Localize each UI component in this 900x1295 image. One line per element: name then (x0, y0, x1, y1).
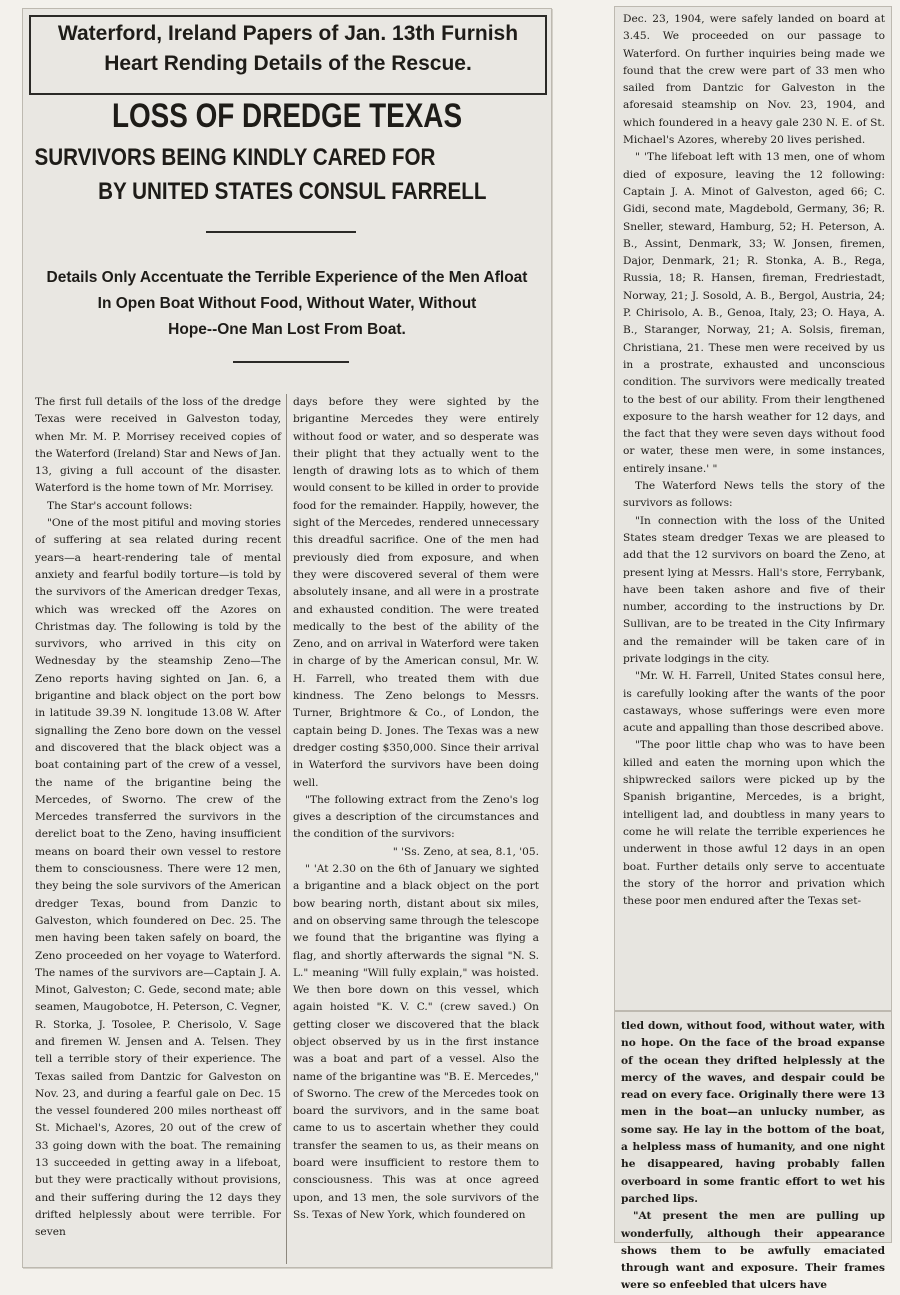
article-column-1 (35, 394, 281, 1242)
paragraph: "In connection with the loss of the United States steam dredger Texas we are pleased to add that the 12 survivors on board the Zeno, at present lying at Messrs. Hall's store, Ferrybank, have been taken ashore and five of their number, according to the instructions by Dr. Sullivan, are to be treated in the City Infirmary and the remainder will be taken care of in private lodgings in the city. (623, 514, 885, 665)
paragraph: tled down, without food, without water, with no hope. On the face of the broad expanse of the ocean they drifted helplessly at the mercy of the waves, and despair could be read on every face. Originally there were 13 men in the boat—an unlucky number, as some say. He lay in the bottom of the boat, a helpless mass of humanity, and one night he disappeared, having probably fallen overboard in some frantic effort to wet his parched lips. (621, 1020, 885, 1205)
deck-line-3: Hope--One Man Lost From Boat. (168, 321, 406, 338)
article-column-2 (293, 394, 539, 1224)
column-divider (286, 394, 287, 1264)
paragraph: The Waterford News tells the story of the survivors as follows: (623, 480, 885, 510)
deck-line-1: Details Only Accentuate the Terrible Experience of the Men Afloat (46, 269, 528, 286)
article-column-4 (621, 1018, 885, 1295)
paragraph: "The poor little chap who was to have been killed and eaten the morning upon which the shipwrecked sailors were picked up by the Spanish brigantine, Mercedes, is a bright, intelligent lad, and doubtless in many years to come he will relate the terrible experiences he underwent in those awful 12 days in an open boat. Further details only serve to accentuate the story of the horror and privation which these poor men endured after the Texas set- (623, 739, 885, 908)
headline-line-1: Waterford, Ireland Papers of Jan. 13th Furnish (57, 22, 519, 45)
subheadline-line-1: SURVIVORS BEING KINDLY CARED FOR (34, 144, 436, 171)
paragraph: The first full details of the loss of the dredge Texas were received in Galveston today, when Mr. M. P. Morrisey received copies of the Waterford (Ireland) Star and News of Jan. 13, giving a full account of the disaster. Waterford is the home town of Mr. Morrisey. (35, 396, 281, 495)
main-headline: LOSS OF DREDGE TEXAS (111, 97, 463, 135)
paragraph: " 'Ss. Zeno, at sea, 8.1, '05. (392, 845, 539, 858)
headline-box (29, 15, 547, 95)
paragraph: "Mr. W. H. Farrell, United States consul here, is carefully looking after the wants of the poor castaways, whose sufferings were even more acute and appalling than those described above. (623, 670, 885, 735)
right-clipping-top (614, 6, 892, 1011)
paragraph: The Star's account follows: (47, 499, 193, 512)
paragraph: " 'The lifeboat left with 13 men, one of whom died of exposure, leaving the 12 following: Captain J. A. Minot of Galveston, aged 66; C. Gidi, second mate, Magdebold, Germany, 36; R. Sneller, steward, Hamburg, 52; H. Peterson, A. B., Assint, Denmark, 33; W. Jonsen, firemen, Dajor, Denmark, 21; R. Stonka, A. B., Rega, Russia, 18; R. Hansen, fireman, Fredriestadt, Norway, 21; J. Sosold, A. B., Bergol, Austria, 24; P. Chirisolo, A. B., Genoa, Italy, 23; O. Haya, A. B., Staranger, Norway, 21; A. Solsis, fireman, Christiana, 21. These men were received by us in a prostrate, exhausted and unconscious condition. The survivors were medically treated to the best of our ability. From their lengthened exposure to the harsh weather for 12 days, and the fact that they were seven days without food or water, these men were, in some instances, entirely insane.' " (623, 151, 885, 475)
paragraph: Dec. 23, 1904, were safely landed on board at 3.45. We proceeded on our passage to Waterford. On further inquiries being made we found that the crew were part of 33 men who sailed from Dantzic for Galveston in the aforesaid steamship on Nov. 23, 1904, and which foundered in a heavy gale 230 N. E. of St. Michael's Azores, whereby 20 lives perished. (623, 13, 885, 147)
deck-rule (233, 361, 349, 363)
paragraph: "The following extract from the Zeno's log gives a description of the circumstances and the condition of the survivors: (293, 793, 539, 841)
paragraph: "One of the most pitiful and moving stories of suffering at sea related during recent years—a heart-rendering tale of mental anxiety and fearful bodily torture—is told by the survivors of the American dredger Texas, which was wrecked off the Azores on Christmas day. The following is told by the survivors, who arrived in this city on Wednesday by the steamship Zeno—The Zeno reports having sighted on Jan. 6, a brigantine and black object on the port bow in latitude 39.39 N. longitude 13.08 W. After signalling the Zeno bore down on the vessel and discovered that the black object was a boat containing part of the crew of a vessel, the name of the brigantine being the Mercedes, of Sworno. The crew of the Mercedes transferred the survivors in the derelict boat to the Zeno, having insufficient means on board their own vessel to restore them to consciousness. There were 12 men, they being the sole survivors of the American dredger Texas, bound from Danzic to Galveston, which foundered on Dec. 25. The men having been taken safely on board, the Zeno proceeded on her voyage to Waterford. The names of the survivors are—Captain J. A. Minot, Galveston; C. Gede, second mate; able seamen, Maugobotce, H. Peterson, C. Vegner, R. Storka, J. Tosolee, P. Cherisolo, V. Sage and firemen W. Jensen and A. Telsen. They tell a terrible story of their experience. The Texas sailed from Dantzic for Galveston on Nov. 23, and during a fearful gale on Dec. 15 the vessel foundered 200 miles northeast off St. Michael's, Azores, 20 out of the crew of 33 going down with the boat. The remaining 13 succeeded in getting away in a lifeboat, but they were practically without provisions, and their suffering during the 12 days they drifted helplessly about were terrible. For seven (35, 517, 281, 1239)
deck (31, 265, 543, 343)
paragraph: days before they were sighted by the brigantine Mercedes they were entirely without food or water, and so desperate was their plight that they actually went to the length of drawing lots as to which of them would consent to be killed in order to provide food for the remainder. Happily, however, the sight of the Mercedes, rendered unnecessary this dreadful sacrifice. One of the men had previously died from exposure, and when they were discovered several of them were absolutely insane, and all were in a prostrate and exhausted condition. The were treated medically to the best of the ability of the Zeno, and on arrival in Waterford were taken in charge of by the American consul, Mr. W. H. Farrell, who treated them with due kindness. The Zeno belongs to Messrs. Turner, Brightmore & Co., of London, the captain being D. Jones. The Texas was a new dredger costing $350,000. Since their arrival in Waterford the survivors have been doing well. (293, 396, 539, 789)
paragraph: " 'At 2.30 on the 6th of January we sighted a brigantine and a black object on the port bow bearing north, distant about six miles, and on observing same through the telescope we found that the brigantine was flying a flag, and shortly afterwards the signal "N. S. L." meaning "Will fully explain," was hoisted. We then bore down on this vessel, which again hoisted "K. V. C." (crew saved.) On getting closer we discovered that the black object observed by us in the first instance was a boat and part of a vessel. Also the name of the brigantine was "B. E. Mercedes," of Sworno. The crew of the Mercedes took on board the survivors, and in the same boat came to us to ascertain whether they could transfer the seamen to us, as their means on board were insufficient to restore them to consciousness. This was at once agreed upon, and 13 men, the sole survivors of the Ss. Texas of New York, which foundered on (293, 863, 539, 1221)
headline-rule (206, 231, 356, 233)
headline-line-2: Heart Rending Details of the Rescue. (104, 52, 472, 75)
article-column-3 (623, 11, 885, 910)
paragraph: "At present the men are pulling up wonderfully, although their appearance shows them to be awfully emaciated through want and exposure. Their frames were so enfeebled that ulcers have (621, 1210, 885, 1292)
subheadline (31, 141, 543, 209)
right-clipping-bottom (614, 1011, 892, 1292)
deck-line-2: In Open Boat Without Food, Without Water, Without (97, 295, 477, 312)
left-clipping (22, 8, 552, 1268)
subheadline-line-2: BY UNITED STATES CONSUL FARRELL (98, 178, 487, 205)
